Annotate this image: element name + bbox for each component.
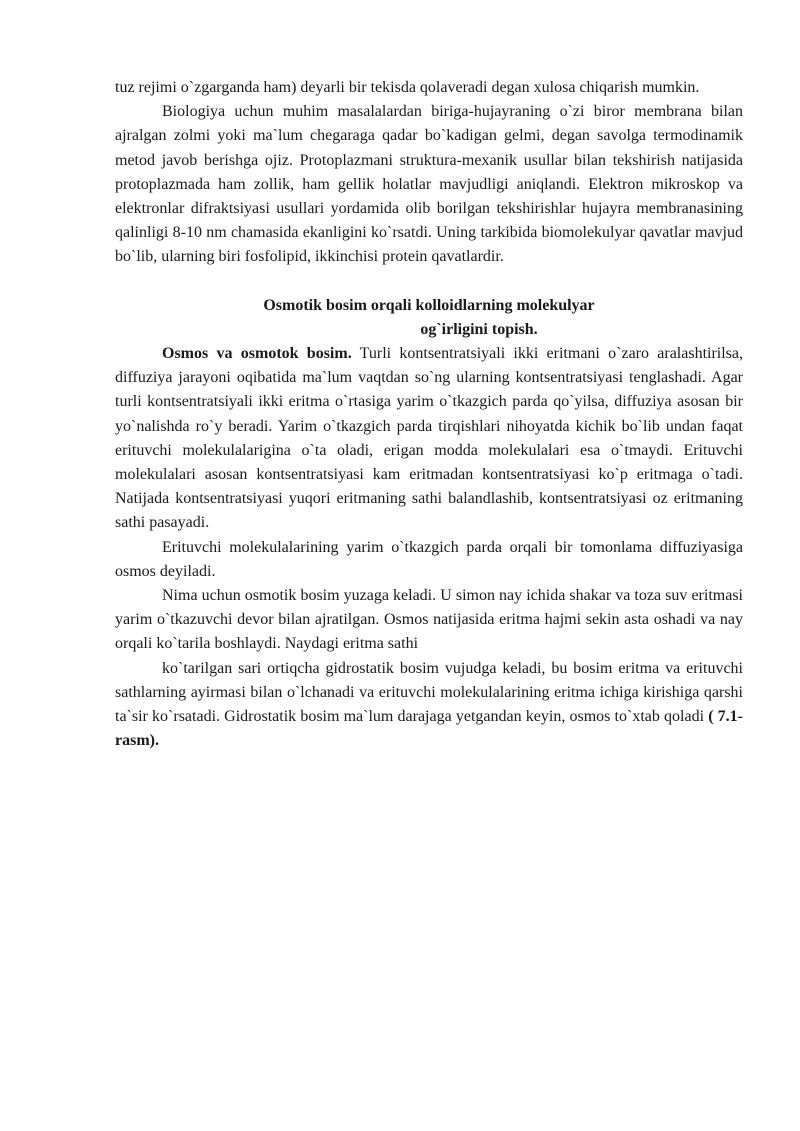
paragraph-osmosis-text: Turli kontsentratsiyali ikki eritmani o`zaro aralashtirilsa, diffuziya jarayoni oqibatida ma`lum vaqtdan so`ng ularning kontsentratsiyasi tenglashadi. Agar turli kontsentratsiyali ikki eritma o`rtasiga yarim o`tkazgich parda qo`yilsa, diffuziya asosan bir yo`nalishda ro`y beradi. Yarim o`tkazgich parda tirqishlari nihoyatda kichik bo`lib undan faqat erituvchi molekulalarigina o`ta oladi, erigan modda molekulalari esa o`tmaydi. Erituvchi molekulalari asosan kontsentratsiyasi kam eritmadan kontsentratsiyasi ko`p eritmaga o`tadi. Natijada kontsentratsiyasi yuqori eritmaning sathi balandlashib, kontsentratsiyasi oz eritmaning sathi pasayadi. (115, 345, 743, 532)
paragraph-membrane: Biologiya uchun muhim masalalardan biriga-hujayraning o`zi biror membrana bilan ajralgan zolmi yoki ma`lum chegaraga qadar bo`kadigan gelmi, degan savolga termodinamik metod javob berishga ojiz. Protoplazmani struktura-mexanik usullar bilan tekshirish natijasida protoplazmada ham zollik, ham gellik holatlar mavjudligi aniqlandi. Elektron mikroskop va elektronlar difraktsiyasi usullari yordamida olib borilgan tekshirishlar hujayra membranasining qalinligi 8-10 nm chamasida ekanligini ko`rsatdi. Uning tarkibida biomolekulyar qavatlar mavjud bo`lib, ularning biri fosfolipid, ikkinchisi protein qavatlardir. (115, 103, 743, 266)
figure-reference: ( 7.1-rasm). (115, 708, 744, 750)
section-heading-line-2: og`irligini topish. (420, 320, 538, 338)
paragraph-lead-term: Osmos va osmotok bosim. (162, 345, 352, 363)
paragraph-osmos-definition: Erituvchi molekulalarining yarim o`tkazgich parda orqali bir tomonlama diffuziyasiga osmos deyiladi. (115, 538, 743, 580)
section-heading-line-1: Osmotik bosim orqali kolloidlarning molekulyar (263, 296, 595, 314)
document-page (115, 76, 743, 753)
paragraph-hydrostatic (115, 657, 743, 754)
paragraph-hydrostatic-text: ko`tarilgan sari ortiqcha gidrostatik bosim vujudga keladi, bu bosim eritma va erituvchi sathlarning ayirmasi bilan o`lchanadi va erituvchi molekulalarining eritma ichiga kirishiga qarshi ta`sir ko`rsatadi. Gidrostatik bosim ma`lum darajaga yetgandan keyin, osmos to`xtab qoladi (115, 659, 743, 726)
paragraph-continuation: tuz rejimi o`zgarganda ham) deyarli bir tekisda qolaveradi degan xulosa chiqarish mumkin. (115, 79, 700, 96)
paragraph-osmosis (115, 342, 743, 536)
paragraph-osmotic-pressure: Nima uchun osmotik bosim yuzaga keladi. U simon nay ichida shakar va toza suv eritmasi yarim o`tkazuvchi devor bilan ajratilgan. Osmos natijasida eritma hajmi sekin asta oshadi va nay orqali ko`tarila boshlaydi. Naydagi eritma sathi (115, 587, 743, 653)
section-heading (115, 270, 743, 342)
